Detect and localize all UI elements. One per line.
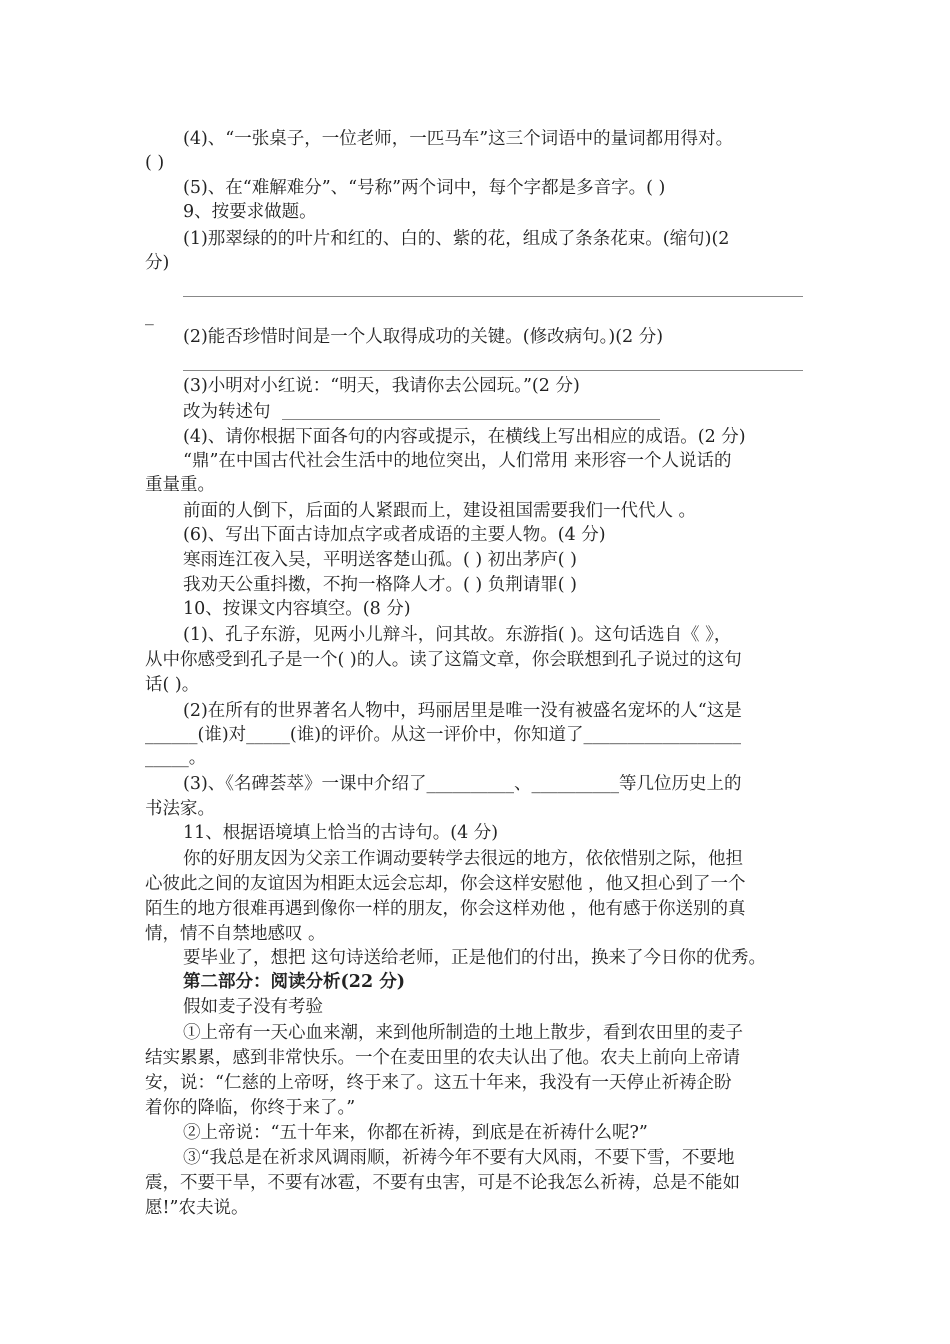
- question-11-heading: 11、根据语境填上恰当的古诗句。(4 分): [183, 823, 499, 843]
- question-10-2-line-3: _____。: [145, 748, 207, 768]
- passage-paragraph-1-line-1: ①上帝有一天心血来潮，来到他所制造的土地上散步，看到农田里的麦子: [183, 1023, 743, 1043]
- passage-paragraph-1-line-4: 着你的降临，你终于来了。”: [145, 1098, 356, 1118]
- passage-paragraph-1-line-2: 结实累累，感到非常快乐。一个在麦田里的农夫认出了他。农夫上前向上帝请: [145, 1048, 740, 1068]
- question-9-3-prompt: 改为转述句: [183, 402, 271, 422]
- question-9-6-line: (6)、写出下面古诗加点字或者成语的主要人物。(4 分): [183, 525, 606, 545]
- question-11-paragraph-1-line-2: 心彼此之间的友谊因为相距太远会忘却，你会这样安慰他 ，他又担心到了一个: [145, 874, 746, 894]
- question-10-2-line-2: ______(谁)对_____(谁)的评价。从这一评价中，你知道了__________________: [145, 725, 742, 745]
- question-8-4-answer-blank: ( ): [145, 153, 165, 173]
- question-9-3-line: (3)小明对小红说：“明天，我请你去公园玩。”(2 分): [183, 376, 580, 396]
- question-10-heading: 10、按课文内容填空。(8 分): [183, 599, 411, 619]
- passage-paragraph-3-line-1: ③“我总是在祈求风调雨顺，祈祷今年不要有大风雨，不要下雪，不要地: [183, 1148, 735, 1168]
- question-9-heading: 9、按要求做题。: [183, 202, 317, 222]
- answer-underline: [183, 370, 803, 371]
- question-9-1-line: (1)那翠绿的的叶片和红的、白的、紫的花，组成了条条花束。(缩句)(2: [183, 229, 730, 249]
- question-10-2-line: (2)在所有的世界著名人物中，玛丽居里是唯一没有被盛名宠坏的人“这是: [183, 701, 742, 721]
- question-10-3-line: (3)、《名碑荟萃》一课中介绍了__________、__________等几位历史上的: [183, 774, 742, 794]
- reading-passage-title: 假如麦子没有考验: [183, 997, 323, 1017]
- question-10-1-line-2: 从中你感受到孔子是一个( )的人。读了这篇文章，你会联想到孔子说过的这句: [145, 650, 742, 670]
- question-10-1-line: (1)、孔子东游，见两小儿辩斗，问其故。东游指( )。这句话选自《 》，: [183, 625, 732, 645]
- passage-paragraph-3-line-3: 愿!”农夫说。: [145, 1198, 249, 1218]
- passage-paragraph-1-line-3: 安，说：“仁慈的上帝呀，终于来了。这五十年来，我没有一天停止祈祷企盼: [145, 1073, 732, 1093]
- answer-underline: [282, 419, 660, 420]
- question-11-paragraph-2: 要毕业了，想把 这句诗送给老师，正是他们的付出，换来了今日你的优秀。: [183, 948, 767, 968]
- question-9-6-item-1: 寒雨连江夜入吴，平明送客楚山孤。( ) 初出茅庐( ): [183, 550, 577, 570]
- question-11-paragraph-1-line-4: 情，情不自禁地感叹 。: [145, 924, 326, 944]
- question-9-4-line: (4)、请你根据下面各句的内容或提示，在横线上写出相应的成语。(2 分): [183, 427, 746, 447]
- part-2-heading: 第二部分：阅读分析(22 分): [183, 972, 406, 992]
- question-10-1-line-3: 话( )。: [145, 675, 200, 695]
- question-9-1-continuation: 分): [145, 253, 170, 273]
- question-9-4-item-2: 前面的人倒下，后面的人紧跟而上，建设祖国需要我们一代代人 。: [183, 501, 697, 521]
- passage-paragraph-3-line-2: 震，不要干旱，不要有冰雹，不要有虫害，可是不论我怎么祈祷，总是不能如: [145, 1173, 740, 1193]
- question-9-4-item-1: “鼎”在中国古代社会生活中的地位突出，人们常用 来形容一个人说话的: [183, 451, 732, 471]
- answer-underline: [183, 296, 803, 297]
- question-9-4-item-1-continuation: 重量重。: [145, 475, 215, 495]
- question-11-paragraph-1-line-3: 陌生的地方很难再遇到像你一样的朋友，你会这样劝他 ，他有感于你送别的真: [145, 899, 746, 919]
- question-11-paragraph-1-line-1: 你的好朋友因为父亲工作调动要转学去很远的地方，依依惜别之际，他担: [183, 849, 743, 869]
- question-10-3-line-2: 书法家。: [145, 799, 215, 819]
- question-9-1-underscore: _: [145, 306, 154, 326]
- passage-paragraph-2: ②上帝说：“五十年来，你都在祈祷，到底是在祈祷什么呢?”: [183, 1123, 648, 1143]
- question-8-4-line: (4)、“一张桌子，一位老师，一匹马车”这三个词语中的量词都用得对。: [183, 129, 734, 149]
- question-9-2-line: (2)能否珍惜时间是一个人取得成功的关键。(修改病句。)(2 分): [183, 327, 664, 347]
- question-9-6-item-2: 我劝天公重抖擞，不拘一格降人才。( ) 负荆请罪( ): [183, 575, 577, 595]
- question-8-5-line: (5)、在“难解难分”、“号称”两个词中，每个字都是多音字。( ): [183, 178, 666, 198]
